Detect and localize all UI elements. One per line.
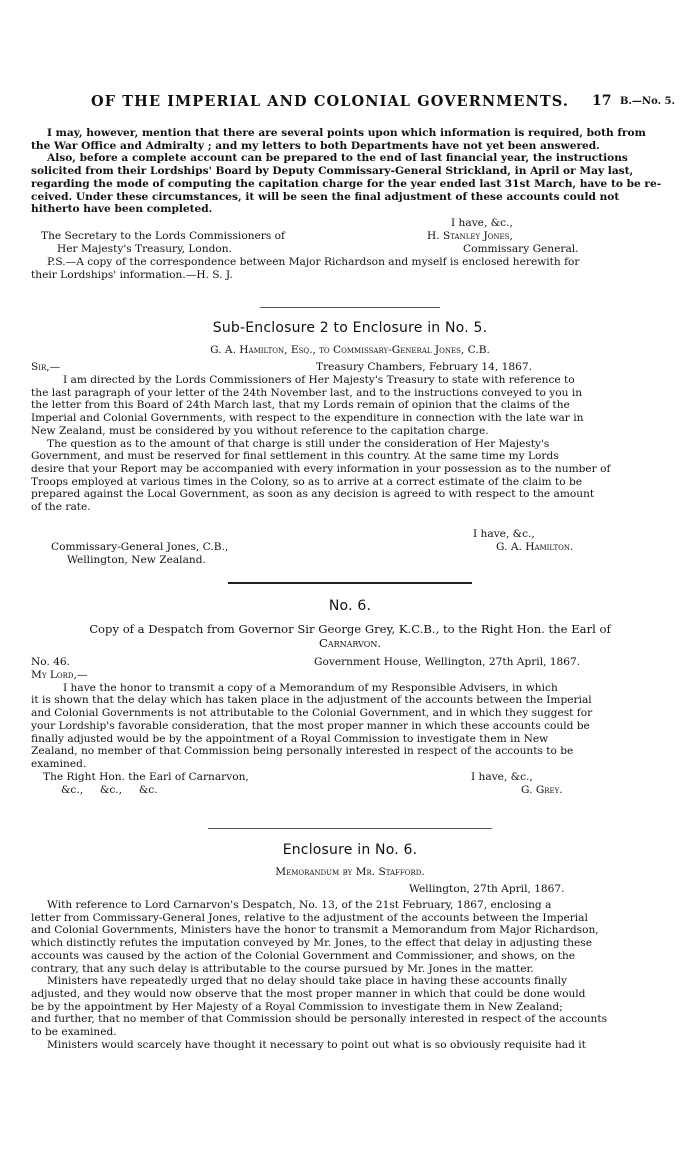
section-divider-thick	[228, 582, 472, 584]
paragraph-line: Ministers would scarcely have thought it necessary to point out what is so obviously requisite had it	[47, 1038, 586, 1051]
paragraph-line: New Zealand, must be considered by you without reference to the capitation charge.	[31, 424, 489, 437]
paragraph-line: Troops employed at various times in the Colony, so as to arrive at a correct estimate of the claim to be	[31, 475, 583, 488]
paragraph-line: contrary, that any such delay is attributable to the course pursued by Mr. Jones in the matter.	[31, 962, 534, 975]
letter-closing: I have, &c.,	[471, 770, 533, 783]
despatch-number-title: No. 6.	[328, 598, 372, 614]
paragraph-line: finally adjusted would be by the appointment of a Royal Commission to investigate them in New	[31, 732, 549, 745]
despatch-heading-line: Copy of a Despatch from Governor Sir George Grey, K.C.B., to the Right Hon. the Earl of	[89, 622, 611, 636]
paper-reference: B.—No. 5.	[620, 96, 675, 107]
paragraph-line: the last paragraph of your letter of the 24th November last, and to the instructions conveyed to you in	[31, 386, 583, 399]
paragraph-line: and further, that no member of that Commission should be personally interested in respect of the accounts	[31, 1013, 608, 1026]
sub-enclosure-signature	[31, 528, 683, 567]
place-date: Government House, Wellington, 27th April, 1867.	[314, 656, 581, 668]
paragraph-line: With reference to Lord Carnarvon's Despatch, No. 13, of the 21st February, 1867, enclosing a	[47, 899, 552, 911]
signer-name: G. A. Hamilton.	[496, 541, 574, 553]
page-header	[0, 93, 700, 113]
addressee-line: Wellington, New Zealand.	[67, 554, 206, 566]
paragraph-line: and Colonial Governments, Ministers have the honor to transmit a Memorandum from Major Richardson,	[31, 924, 599, 937]
addressee-line: Her Majesty's Treasury, London.	[57, 243, 232, 255]
paragraph-line: it is shown that the delay which has taken place in the adjustment of the accounts between the Imperial	[31, 694, 592, 707]
sub-enclosure-from-to: G. A. Hamilton, Esq., to Commissary-General Jones, C.B.	[210, 344, 490, 356]
paragraph-line: I am directed by the Lords Commissioners of Her Majesty's Treasury to state with reference to	[63, 374, 575, 386]
paragraph-line: be by the appointment by Her Majesty of a Royal Commission to investigate them in New Zealand;	[31, 1000, 563, 1013]
running-title: OF THE IMPERIAL AND COLONIAL GOVERNMENTS.	[91, 93, 569, 110]
paragraph-line: and Colonial Governments is not attributable to the Colonial Government, and in which they suggest for	[31, 707, 593, 720]
paragraph-line: accounts was caused by the action of the Colonial Government and Commissioner, and shows, on the	[31, 949, 576, 962]
paragraph-line: Imperial and Colonial Governments, with respect to the expenditure in connection with the late war in	[31, 412, 584, 425]
letter-closing: I have, &c.,	[473, 528, 535, 540]
paragraph-line: Zealand, no member of that Commission being personally interested in respect of the accounts to be	[31, 745, 574, 758]
despatch-number: No. 46.	[31, 656, 71, 668]
paragraph-line: solicited from their Lordships' Board by Deputy Commissary-General Strickland, in April or May last,	[31, 165, 634, 178]
paragraph-line: I have the honor to transmit a copy of a Memorandum of my Responsible Advisers, in which	[63, 681, 558, 694]
postscript-line: P.S.—A copy of the correspondence between Major Richardson and myself is enclosed herewith for	[47, 256, 580, 268]
page-number: 17	[592, 93, 612, 109]
paragraph-line: Also, before a complete account can be prepared to the end of last financial year, the instructions	[47, 152, 628, 165]
salutation: Sir,—	[31, 361, 61, 373]
postscript-line: their Lordships' information.—H. S. J.	[31, 268, 233, 281]
salutation: My Lord,—	[31, 669, 88, 681]
sub-enclosure-letter	[31, 361, 683, 514]
addressee-line: The Right Hon. the Earl of Carnarvon,	[43, 770, 249, 783]
paragraph-line: of the rate.	[31, 501, 91, 514]
section-divider	[260, 307, 440, 308]
sub-enclosure-title: Sub-Enclosure 2 to Enclosure in No. 5.	[212, 320, 488, 336]
letter-signature-block	[31, 217, 683, 281]
place-date: Wellington, 27th April, 1867.	[409, 883, 565, 895]
paragraph-line: desire that your Report may be accompanied with every information in your possession as to the number of	[31, 462, 611, 475]
paragraph-line: hitherto have been completed.	[31, 203, 213, 216]
paragraph-line: which distinctly refutes the imputation conveyed by Mr. Jones, to the effect that delay in adjusting these	[31, 937, 593, 950]
addressee-line: Commissary-General Jones, C.B.,	[51, 541, 229, 553]
enclosure-title: Enclosure in No. 6.	[282, 842, 418, 858]
paragraph-line: letter from Commissary-General Jones, relative to the adjustment of the accounts between the Imperial	[31, 911, 588, 924]
paragraph-line: examined.	[31, 757, 87, 770]
enclosure-subtitle: Memorandum by Mr. Stafford.	[275, 866, 425, 878]
signer-name: H. Stanley Jones,	[427, 230, 513, 242]
paragraph-line: Ministers have repeatedly urged that no delay should take place in having these accounts finally	[47, 975, 567, 988]
paragraph-line: to be examined.	[31, 1026, 117, 1039]
paragraph-line: your Lordship's favorable consideration, that the most proper manner in which these accounts could be	[31, 719, 590, 732]
addressee-line: &c., &c., &c.	[61, 783, 158, 796]
letter-continuation	[31, 127, 683, 216]
paragraph-line: The question as to the amount of that charge is still under the consideration of Her Majesty's	[47, 437, 550, 450]
addressee-line: The Secretary to the Lords Commissioners of	[41, 230, 285, 242]
paragraph-line: prepared against the Local Government, as soon as any decision is agreed to with respect to the amount	[31, 488, 595, 501]
despatch-letter	[31, 656, 683, 797]
place-date: Treasury Chambers, February 14, 1867.	[316, 361, 532, 373]
section-divider	[208, 828, 492, 829]
paragraph-line: regarding the mode of computing the capitation charge for the year ended last 31st March, have to be re-	[31, 177, 662, 190]
signer-name: G. Grey.	[521, 783, 563, 796]
paragraph-line: Government, and must be reserved for final settlement in this country. At the same time my Lords	[31, 450, 559, 463]
paragraph-line: adjusted, and they would now observe that the most proper manner in which that could be done would	[31, 987, 586, 1000]
paragraph-line: the War Office and Admiralty ; and my letters to both Departments have not yet been answered.	[31, 139, 600, 152]
paragraph-line: ceived. Under these circumstances, it will be seen the final adjustment of these accounts could not	[31, 190, 620, 203]
letter-closing: I have, &c.,	[451, 217, 513, 229]
despatch-heading-line: Carnarvon.	[318, 636, 382, 650]
paragraph-line: I may, however, mention that there are several points upon which information is required, both from	[47, 127, 646, 139]
memorandum	[31, 883, 683, 1051]
paragraph-line: the letter from this Board of 24th March last, that my Lords remain of opinion that the claims of the	[31, 399, 570, 412]
signer-title: Commissary General.	[463, 243, 579, 255]
